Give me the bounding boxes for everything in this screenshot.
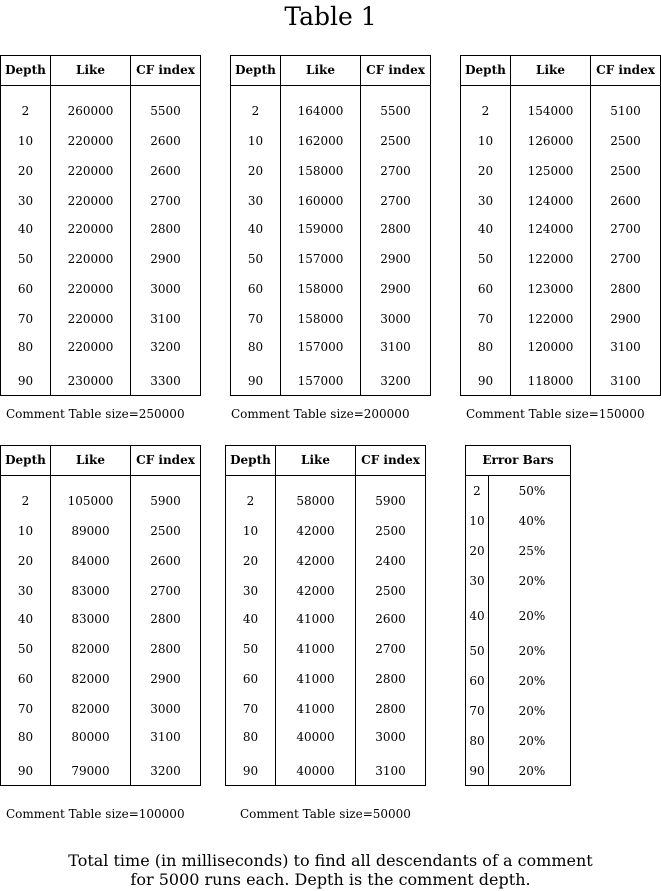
table-cell-cf-index: 2500 <box>610 134 641 148</box>
table-cell-depth: 20 <box>247 164 264 178</box>
table-cell-depth: 90 <box>469 764 485 778</box>
table-cell-depth: 2 <box>21 104 30 118</box>
table-cell-depth: 70 <box>477 312 494 326</box>
table-cell-cf-index: 2600 <box>150 554 181 568</box>
table-cell-like: 157000 <box>297 252 344 266</box>
table-cell-like: 157000 <box>297 374 344 388</box>
table-cell-depth: 70 <box>247 312 264 326</box>
table-cell-like: 80000 <box>71 730 110 744</box>
table-cell-like: 41000 <box>296 612 335 626</box>
table-cell-like: 220000 <box>67 252 114 266</box>
table-cell-depth: 50 <box>247 252 264 266</box>
table-cell-error: 20% <box>518 704 546 718</box>
table-cell-like: 105000 <box>67 494 114 508</box>
table-cell-cf-index: 2900 <box>380 252 411 266</box>
table-cell-like: 158000 <box>297 312 344 326</box>
table-cell-cf-index: 2800 <box>150 612 181 626</box>
column-header-like: Like <box>76 453 105 467</box>
table-cell-cf-index: 2900 <box>610 312 641 326</box>
table-cell-depth: 30 <box>17 194 34 208</box>
table-cell-cf-index: 2700 <box>610 252 641 266</box>
table-cell-error: 20% <box>518 674 546 688</box>
table-cell-depth: 90 <box>242 764 259 778</box>
table-cell-depth: 80 <box>247 340 264 354</box>
table-cell-like: 122000 <box>527 252 574 266</box>
table-cell-like: 42000 <box>296 554 335 568</box>
table-cell-cf-index: 3100 <box>380 340 411 354</box>
table-cell-like: 220000 <box>67 164 114 178</box>
table-cell-depth: 70 <box>242 702 259 716</box>
column-header-cf-index: CF index <box>136 63 195 77</box>
table-cell-error: 20% <box>518 764 546 778</box>
table-cell-depth: 20 <box>477 164 494 178</box>
footnote-line-1: Total time (in milliseconds) to find all descendants of a comment <box>68 851 593 870</box>
table-cell-cf-index: 2600 <box>610 194 641 208</box>
table-cell-cf-index: 2800 <box>150 222 181 236</box>
page-title: Table 1 <box>284 2 377 31</box>
table-cell-like: 122000 <box>527 312 574 326</box>
table-cell-error: 50% <box>518 484 546 498</box>
table-cell-depth: 90 <box>477 374 494 388</box>
table-cell-cf-index: 2600 <box>150 134 181 148</box>
table-cell-depth: 90 <box>17 764 34 778</box>
table-cell-cf-index: 3100 <box>610 340 641 354</box>
table-cell-depth: 60 <box>17 672 34 686</box>
table-cell-cf-index: 3300 <box>150 374 181 388</box>
table-cell-cf-index: 3000 <box>150 702 181 716</box>
table-cell-cf-index: 3100 <box>150 312 181 326</box>
table-cell-depth: 2 <box>21 494 30 508</box>
table-cell-depth: 20 <box>17 164 34 178</box>
table-cell-depth: 2 <box>481 104 490 118</box>
table-cell-error: 40% <box>518 514 546 528</box>
table-cell-like: 220000 <box>67 340 114 354</box>
table-cell-cf-index: 2800 <box>150 642 181 656</box>
table-cell-like: 118000 <box>527 374 574 388</box>
column-header-cf-index: CF index <box>136 453 195 467</box>
table-cell-like: 220000 <box>67 282 114 296</box>
results-table-250000 <box>0 55 201 396</box>
table-cell-cf-index: 2800 <box>375 702 406 716</box>
column-header-like: Like <box>76 63 105 77</box>
table-cell-like: 158000 <box>297 164 344 178</box>
table-cell-cf-index: 5500 <box>150 104 181 118</box>
table-caption: Comment Table size=50000 <box>240 807 411 821</box>
table-cell-depth: 20 <box>469 544 485 558</box>
table-cell-cf-index: 3000 <box>375 730 406 744</box>
table-cell-depth: 80 <box>17 730 34 744</box>
column-header-depth: Depth <box>230 453 271 467</box>
table-cell-like: 42000 <box>296 584 335 598</box>
table-cell-cf-index: 2800 <box>375 672 406 686</box>
table-cell-like: 79000 <box>71 764 110 778</box>
table-cell-cf-index: 5500 <box>380 104 411 118</box>
table-cell-cf-index: 2800 <box>610 282 641 296</box>
table-cell-depth: 70 <box>469 704 485 718</box>
table-cell-cf-index: 2500 <box>380 134 411 148</box>
table-cell-error: 25% <box>518 544 546 558</box>
table-cell-depth: 30 <box>469 574 485 588</box>
table-cell-error: 20% <box>518 644 546 658</box>
column-header-depth: Depth <box>5 453 46 467</box>
table-cell-like: 220000 <box>67 134 114 148</box>
table-cell-like: 220000 <box>67 312 114 326</box>
table-caption: Comment Table size=200000 <box>231 407 410 421</box>
table-cell-depth: 10 <box>17 134 34 148</box>
table-cell-depth: 50 <box>17 642 34 656</box>
table-cell-depth: 60 <box>477 282 494 296</box>
table-cell-depth: 50 <box>477 252 494 266</box>
table-cell-cf-index: 3000 <box>380 312 411 326</box>
table-cell-cf-index: 2500 <box>150 524 181 538</box>
column-header-depth: Depth <box>5 63 46 77</box>
table-cell-cf-index: 2500 <box>610 164 641 178</box>
table-cell-depth: 30 <box>242 584 259 598</box>
table-cell-cf-index: 2600 <box>375 612 406 626</box>
table-cell-like: 220000 <box>67 194 114 208</box>
table-cell-cf-index: 2700 <box>610 222 641 236</box>
table-cell-like: 42000 <box>296 524 335 538</box>
table-cell-like: 260000 <box>67 104 114 118</box>
table-cell-like: 82000 <box>71 672 110 686</box>
table-cell-depth: 50 <box>242 642 259 656</box>
results-table-150000 <box>460 55 661 396</box>
table-cell-like: 123000 <box>527 282 574 296</box>
table-cell-like: 162000 <box>297 134 344 148</box>
table-cell-depth: 40 <box>247 222 264 236</box>
table-cell-like: 164000 <box>297 104 344 118</box>
results-table-100000 <box>0 445 201 786</box>
column-header-error-bars: Error Bars <box>482 453 554 467</box>
table-cell-depth: 90 <box>17 374 34 388</box>
table-cell-cf-index: 3100 <box>150 730 181 744</box>
table-cell-cf-index: 2900 <box>380 282 411 296</box>
column-header-cf-index: CF index <box>366 63 425 77</box>
table-cell-depth: 10 <box>242 524 259 538</box>
table-cell-depth: 10 <box>477 134 494 148</box>
table-cell-depth: 80 <box>477 340 494 354</box>
table-cell-like: 41000 <box>296 642 335 656</box>
table-cell-like: 40000 <box>296 764 335 778</box>
table-cell-depth: 70 <box>17 702 34 716</box>
table-cell-like: 230000 <box>67 374 114 388</box>
table-cell-depth: 30 <box>247 194 264 208</box>
table-caption: Comment Table size=250000 <box>6 407 185 421</box>
table-cell-depth: 90 <box>247 374 264 388</box>
table-cell-like: 158000 <box>297 282 344 296</box>
table-cell-depth: 10 <box>247 134 264 148</box>
table-cell-cf-index: 2900 <box>150 672 181 686</box>
table-cell-like: 125000 <box>527 164 574 178</box>
table-cell-depth: 20 <box>242 554 259 568</box>
table-cell-cf-index: 5900 <box>150 494 181 508</box>
table-cell-depth: 40 <box>477 222 494 236</box>
table-cell-like: 84000 <box>71 554 110 568</box>
table-cell-cf-index: 2700 <box>375 642 406 656</box>
table-cell-depth: 30 <box>477 194 494 208</box>
table-cell-depth: 80 <box>17 340 34 354</box>
table-cell-like: 124000 <box>527 222 574 236</box>
table-cell-cf-index: 3000 <box>150 282 181 296</box>
table-cell-depth: 60 <box>469 674 485 688</box>
table-cell-like: 126000 <box>527 134 574 148</box>
column-header-like: Like <box>301 453 330 467</box>
table-cell-depth: 2 <box>246 494 255 508</box>
table-cell-cf-index: 2700 <box>150 194 181 208</box>
table-cell-like: 83000 <box>71 612 110 626</box>
table-cell-error: 20% <box>518 609 546 623</box>
table-cell-depth: 40 <box>17 222 34 236</box>
footnote-line-2: for 5000 runs each. Depth is the comment depth. <box>130 870 531 889</box>
table-cell-cf-index: 5900 <box>375 494 406 508</box>
table-cell-depth: 80 <box>469 734 485 748</box>
table-cell-like: 41000 <box>296 672 335 686</box>
table-cell-error: 20% <box>518 574 546 588</box>
table-cell-cf-index: 2400 <box>375 554 406 568</box>
table-cell-cf-index: 2500 <box>375 584 406 598</box>
table-cell-depth: 50 <box>17 252 34 266</box>
table-cell-like: 82000 <box>71 702 110 716</box>
table-cell-like: 58000 <box>296 494 335 508</box>
table-cell-depth: 20 <box>17 554 34 568</box>
column-header-like: Like <box>306 63 335 77</box>
table-cell-depth: 10 <box>17 524 34 538</box>
results-table-200000 <box>230 55 431 396</box>
table-cell-depth: 40 <box>469 609 485 623</box>
column-header-depth: Depth <box>465 63 506 77</box>
table-caption: Comment Table size=150000 <box>466 407 645 421</box>
column-header-cf-index: CF index <box>361 453 420 467</box>
table-cell-cf-index: 2900 <box>150 252 181 266</box>
table-cell-like: 89000 <box>71 524 110 538</box>
table-cell-cf-index: 2800 <box>380 222 411 236</box>
figure-footnote <box>0 851 661 889</box>
table-cell-depth: 2 <box>251 104 260 118</box>
table-cell-error: 20% <box>518 734 546 748</box>
table-cell-cf-index: 2600 <box>150 164 181 178</box>
table-cell-depth: 60 <box>17 282 34 296</box>
table-cell-like: 82000 <box>71 642 110 656</box>
table-caption: Comment Table size=100000 <box>6 807 185 821</box>
table-cell-like: 40000 <box>296 730 335 744</box>
table-cell-like: 154000 <box>527 104 574 118</box>
table-cell-cf-index: 5100 <box>610 104 641 118</box>
table-cell-depth: 2 <box>473 484 481 498</box>
table-cell-like: 120000 <box>527 340 574 354</box>
column-header-depth: Depth <box>235 63 276 77</box>
table-cell-depth: 30 <box>17 584 34 598</box>
table-cell-like: 83000 <box>71 584 110 598</box>
table-cell-depth: 40 <box>17 612 34 626</box>
table-cell-cf-index: 3100 <box>610 374 641 388</box>
results-table-50000 <box>225 445 426 786</box>
table-cell-depth: 60 <box>247 282 264 296</box>
table-cell-depth: 50 <box>469 644 485 658</box>
table-cell-like: 159000 <box>297 222 344 236</box>
table-cell-like: 124000 <box>527 194 574 208</box>
table-cell-cf-index: 3200 <box>380 374 411 388</box>
table-cell-cf-index: 2700 <box>380 164 411 178</box>
table-cell-like: 220000 <box>67 222 114 236</box>
table-cell-cf-index: 2700 <box>380 194 411 208</box>
table-cell-cf-index: 3200 <box>150 340 181 354</box>
table-cell-cf-index: 3200 <box>150 764 181 778</box>
table-cell-cf-index: 2500 <box>375 524 406 538</box>
table-cell-like: 41000 <box>296 702 335 716</box>
table-cell-cf-index: 2700 <box>150 584 181 598</box>
column-header-cf-index: CF index <box>596 63 655 77</box>
table-cell-depth: 10 <box>469 514 485 528</box>
column-header-like: Like <box>536 63 565 77</box>
table-cell-like: 157000 <box>297 340 344 354</box>
table-cell-cf-index: 3100 <box>375 764 406 778</box>
table-cell-depth: 80 <box>242 730 259 744</box>
table-cell-depth: 40 <box>242 612 259 626</box>
table-cell-depth: 60 <box>242 672 259 686</box>
table-cell-like: 160000 <box>297 194 344 208</box>
table-cell-depth: 70 <box>17 312 34 326</box>
error-bars-table <box>465 445 571 786</box>
